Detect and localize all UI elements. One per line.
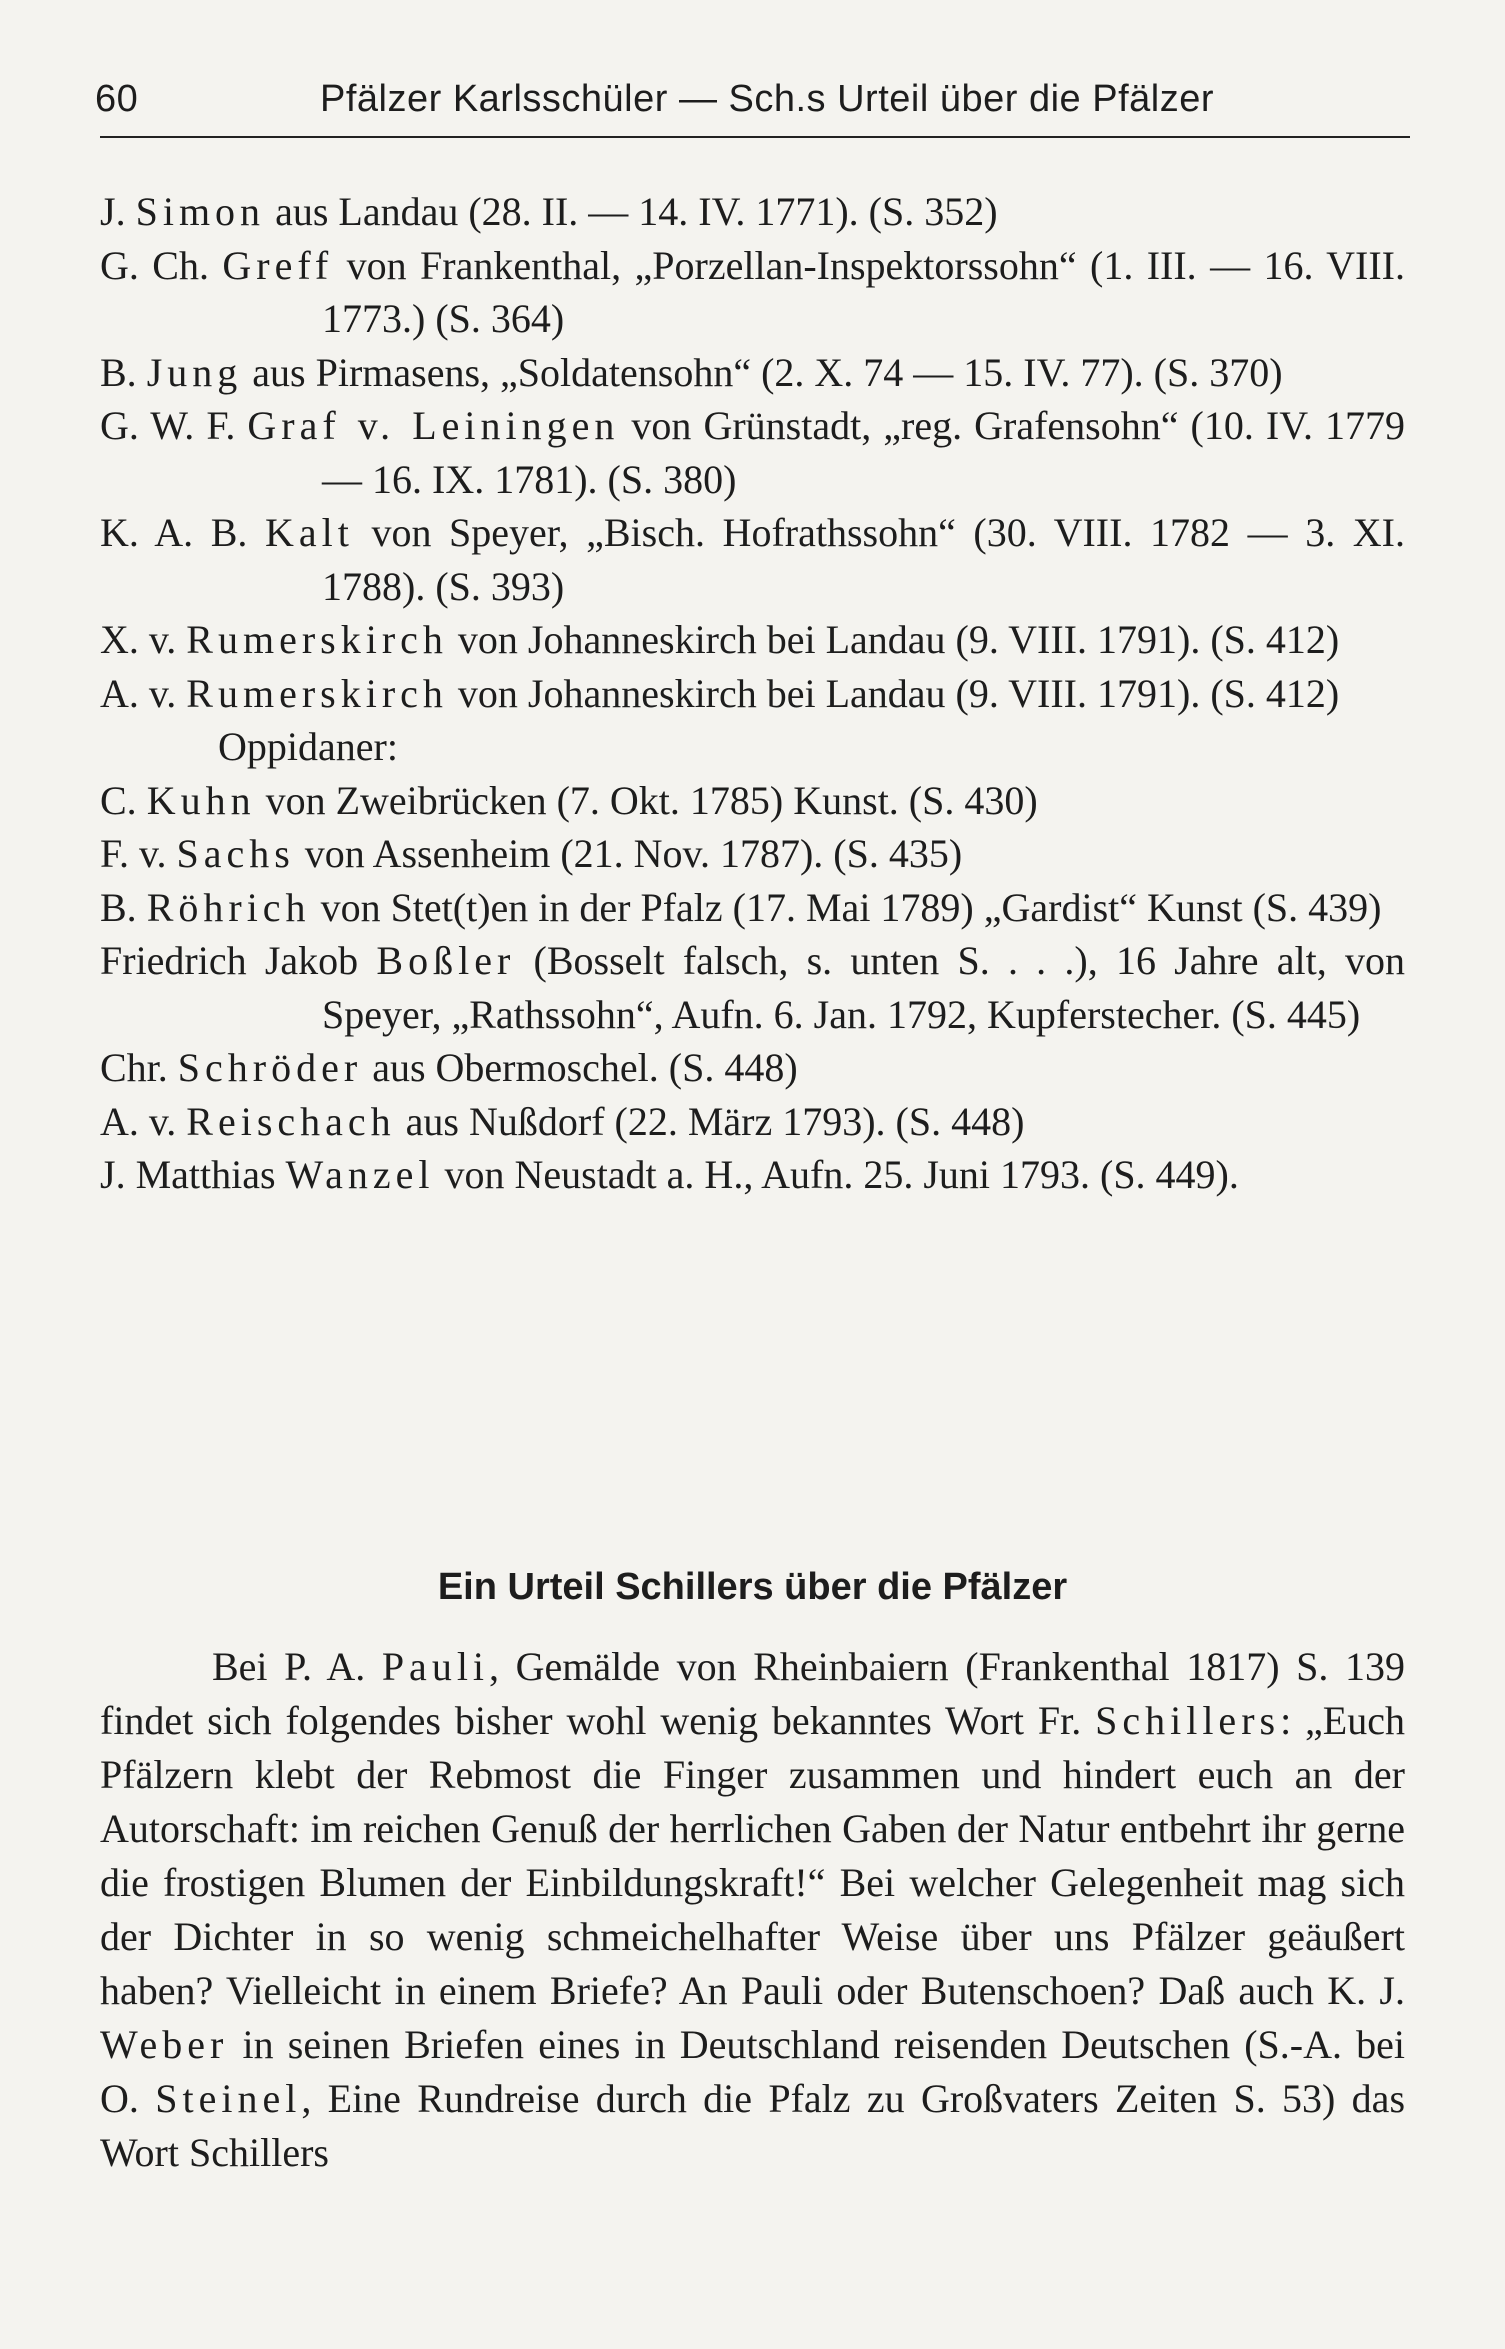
list-entry: G. Ch. Greff von Frankenthal, „Porzellan-Inspektorssohn“ (1. III. — 16. VIII. 1773.) (S. 364) [100,242,1405,341]
student-name: Röhrich [146,884,311,930]
list-entry: Friedrich Jakob Boßler (Bosselt falsch, s. unten S. . . .), 16 Jahre alt, von Speyer, „Rathssohn“, Aufn. 6. Jan. 1792, Kupferstecher. (S. 445) [100,938,1405,1037]
student-name: Schröder [177,1045,363,1090]
author-name: Schillers [1095,1698,1281,1743]
student-name: Boßler [376,938,516,983]
student-name: Rumerskirch [186,617,448,662]
student-name: Rumerskirch [186,670,448,716]
list-entry: C. Kuhn von Zweibrücken (7. Okt. 1785) Kunst. (S. 430) [100,777,1038,823]
student-name: Kalt [265,510,354,555]
author-name: Pauli [381,1644,490,1689]
student-name: Simon [135,189,266,234]
student-name: Graf v. Leiningen [247,403,620,448]
student-name: Greff [222,242,334,288]
list-entry: J. Matthias Wanzel von Neustadt a. H., Aufn. 25. Juni 1793. (S. 449). [100,1152,1239,1197]
oppidaner-heading: Oppidaner: [218,724,398,769]
running-header [95,78,1415,128]
running-title: Pfälzer Karlsschüler — Sch.s Urteil über die Pfälzer [320,78,1214,120]
list-entry: G. W. F. Graf v. Leiningen von Grünstadt, „reg. Grafensohn“ (10. IV. 1779 — 16. IX. 1781). (S. 380) [100,403,1405,502]
list-entry: A. v. Reischach aus Nußdorf (22. März 1793). (S. 448) [100,1098,1025,1144]
list-entry: B. Röhrich von Stet(t)en in der Pfalz (17. Mai 1789) „Gardist“ Kunst (S. 439) [100,884,1382,930]
student-name: Jung [146,349,243,395]
header-rule [100,136,1410,138]
student-name: Wanzel [285,1152,435,1197]
page-number: 60 [95,78,139,120]
list-entry: F. v. Sachs von Assenheim (21. Nov. 1787). (S. 435) [100,831,963,876]
body-paragraph: Bei P. A. Pauli, Gemälde von Rheinbaiern (Frankenthal 1817) S. 139 findet sich folgendes bisher wohl wenig bekanntes Wort Fr. Schillers: „Euch Pfälzern klebt der Rebmost die Finger zusammen und hindert euch an der Autorschaft: im reichen Genuß der herrlichen Gaben der Natur entbehrt ihr gerne die frostigen Blumen der Einbildungskraft!“ Bei welcher Gelegenheit mag sich der Dichter in so wenig schmeichelhafter Weise über uns Pfälzer geäußert haben? Vielleicht in einem Briefe? An Pauli oder Butenschoen? Daß auch K. J. Weber in seinen Briefen eines in Deutschland reisenden Deutschen (S.-A. bei O. Steinel, Eine Rundreise durch die Pfalz zu Großvaters Zeiten S. 53) das Wort Schillers [100,1644,1406,2175]
list-entry: A. v. Rumerskirch von Johanneskirch bei Landau (9. VIII. 1791). (S. 412) [100,670,1340,716]
student-list [100,185,1405,1202]
author-name: Weber [100,2022,229,2067]
student-name: Reischach [186,1098,396,1144]
student-name: Sachs [176,831,295,876]
student-name: Kuhn [146,777,256,823]
list-entry: J. Simon aus Landau (28. II. — 14. IV. 1771). (S. 352) [100,189,998,234]
section-heading: Ein Urteil Schillers über die Pfälzer [437,1566,1068,1608]
list-entry: X. v. Rumerskirch von Johanneskirch bei Landau (9. VIII. 1791). (S. 412) [100,617,1340,662]
author-name: Steinel [155,2076,302,2121]
list-entry: K. A. B. Kalt von Speyer, „Bisch. Hofrathssohn“ (30. VIII. 1782 — 3. XI. 1788). (S. 393) [100,510,1405,609]
list-entry: Chr. Schröder aus Obermoschel. (S. 448) [100,1045,798,1090]
list-entry: B. Jung aus Pirmasens, „Soldatensohn“ (2. X. 74 — 15. IV. 77). (S. 370) [100,349,1283,395]
